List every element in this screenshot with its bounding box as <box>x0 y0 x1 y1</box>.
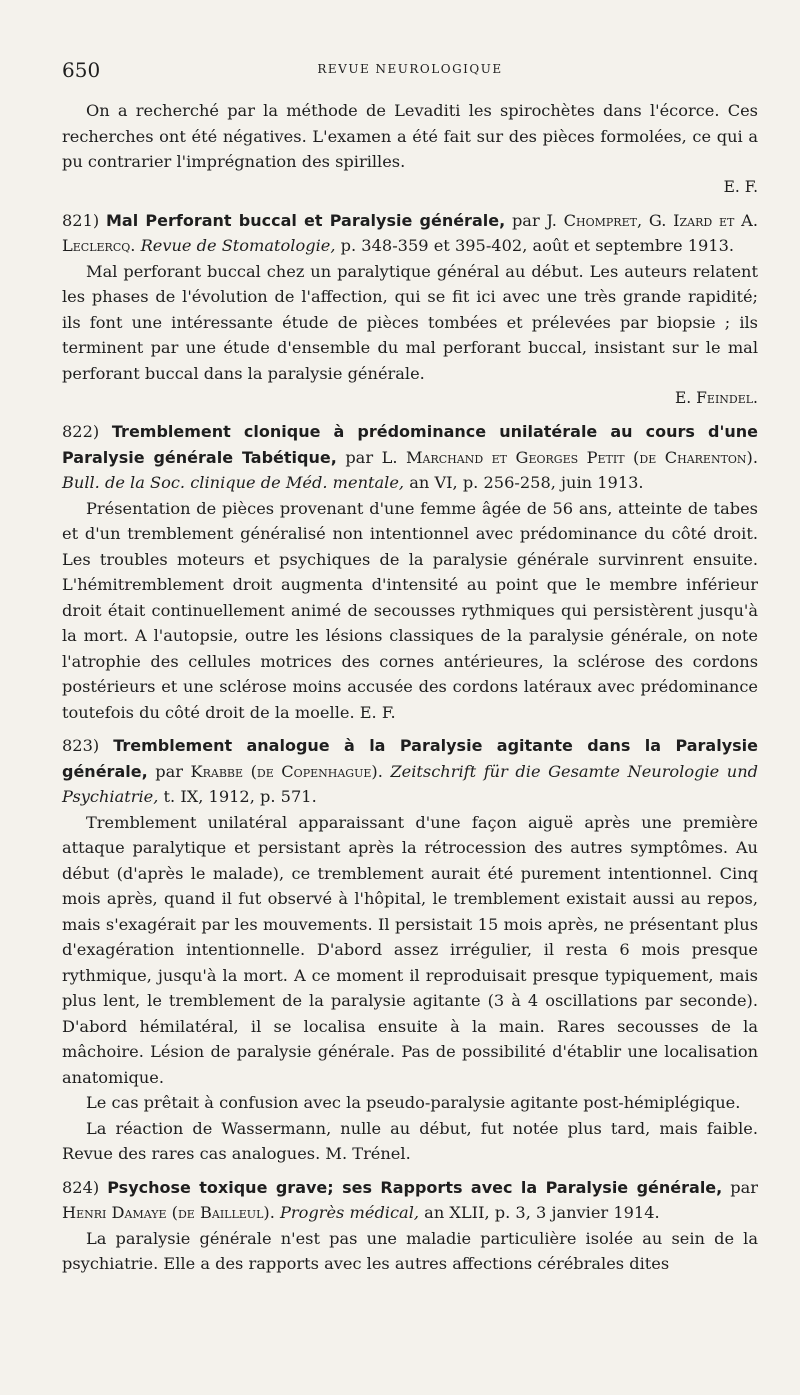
entry-paragraph: Présentation de pièces provenant d'une femme âgée de 56 ans, atteinte de tabes et d'un tremblement généralisé non intentionnel avec prédominance du côté droit. Les troubles moteurs et psychiques de la paralysie générale survinrent ensuite. L'hémitremblement droit augmenta d'intensité au point que le membre inférieur droit était continuellement animé de secousses rythmiques qui persistèrent jusqu'à la mort. A l'autopsie, outre les lésions classiques de la paralysie générale, on note l'atrophie des cellules motrices des cornes antérieures, la sclérose des cordons postérieurs et une sclérose moins accusée des cordons latéraux avec prédominance toutefois du côté droit de la moelle. E. F. <box>62 498 758 722</box>
entry-details: an XLII, p. 3, 3 janvier 1914. <box>419 1203 660 1222</box>
entry-paragraph: La paralysie générale n'est pas une maladie particulière isolée au sein de la psychiatrie. Elle a des rapports avec les autres affections cérébrales dites <box>62 1228 758 1273</box>
entry-authors: L. Marchand et Georges Petit (de Charenton). <box>381 447 759 467</box>
entry-title: Tremblement clonique à prédominance unilatérale au cours d'une Paralysie générale Tabétique, <box>62 422 758 467</box>
entry-details: t. IX, 1912, p. 571. <box>158 787 317 806</box>
entry-authors: J. Chompret, G. Izard et A. Leclercq. <box>62 210 758 255</box>
entry-823 <box>62 733 758 1167</box>
entry-824 <box>62 1175 758 1277</box>
entry-number: 824) <box>62 1177 100 1197</box>
entry-journal: Progrès médical, <box>280 1203 420 1222</box>
page <box>62 58 758 1277</box>
entry-paragraph: La réaction de Wassermann, nulle au début, fut notée plus tard, mais faible. Revue des rares cas analogues. M. Trénel. <box>62 1118 758 1163</box>
entry-authors: Henri Damaye (de Bailleul). <box>62 1203 275 1222</box>
entry-journal: Zeitschrift für die Gesamte Neurologie und Psychiatrie, <box>62 761 758 806</box>
entry-number: 823) <box>62 736 100 755</box>
entry-821 <box>62 208 758 412</box>
entry-by: par <box>147 761 191 781</box>
entry-details: p. 348-359 et 395-402, août et septembre 1913. <box>335 236 735 255</box>
entry-title: Psychose toxique grave; ses Rapports avec la Paralysie générale, <box>107 1177 723 1197</box>
entry-heading <box>62 208 758 259</box>
running-head <box>62 58 758 82</box>
page-number: 650 <box>62 58 101 82</box>
entry-number: 821) <box>62 210 100 230</box>
intro-signature: E. F. <box>723 177 758 196</box>
entry-authors: Krabbe (de Copenhague). <box>190 761 383 781</box>
entry-journal: Bull. de la Soc. clinique de Méd. mentale, <box>62 473 405 492</box>
entry-journal: Revue de Stomatologie, <box>140 236 336 255</box>
entry-heading <box>62 733 758 810</box>
entry-by: par <box>336 447 382 467</box>
entry-signature: E. Feindel. <box>674 389 758 407</box>
entry-title: Mal Perforant buccal et Paralysie générale, <box>106 210 506 230</box>
entry-heading <box>62 419 758 496</box>
journal-title: REVUE NEUROLOGIQUE <box>317 62 503 76</box>
entry-title: Tremblement analogue à la Paralysie agitante dans la Paralysie générale, <box>62 736 759 781</box>
entry-by: par <box>722 1177 758 1197</box>
entry-822 <box>62 419 758 725</box>
intro-paragraph: On a recherché par la méthode de Levaditi les spirochètes dans l'écorce. Ces recherches ont été négatives. L'examen a été fait sur des pièces formolées, ce qui a pu contrarier l'imprégnation des spirilles. <box>62 101 758 171</box>
entry-by: par <box>505 210 547 230</box>
entry-details: an VI, p. 256-258, juin 1913. <box>404 473 644 492</box>
entry-number: 822) <box>62 422 100 441</box>
entry-paragraph: Le cas prêtait à confusion avec la pseudo-paralysie agitante post-hémiplégique. <box>86 1093 741 1112</box>
entry-heading <box>62 1175 758 1226</box>
entry-paragraph: Tremblement unilatéral apparaissant d'une façon aiguë après une première attaque paralytique et persistant après la rétrocession des autres symptômes. Au début (d'après le malade), ce tremblement aurait été purement intentionnel. Cinq mois après, quand il fut observé à l'hôpital, le tremblement existait aussi au repos, mais s'exagérait par les mouvements. Il persistait 15 mois après, ne présentant plus d'exagération intentionnelle. D'abord assez irrégulier, il resta 6 mois presque rythmique, jusqu'à la mort. A ce moment il reproduisait presque typiquement, mais plus lent, le tremblement de la paralysie agitante (3 à 4 oscillations par seconde). D'abord hémilatéral, il se localisa ensuite à la main. Rares secousses de la mâchoire. Lésion de paralysie générale. Pas de possibilité d'établir une localisation anatomique. <box>62 812 758 1087</box>
entry-paragraph: Mal perforant buccal chez un paralytique général au début. Les auteurs relatent les phases de l'évolution de l'affection, qui se fit ici avec une très grande rapidité; ils font une intéressante étude de pièces tombées et prélevées par biopsie ; ils terminent par une étude d'ensemble du mal perforant buccal, insistant sur le mal perforant buccal dans la paralysie générale. <box>62 261 758 383</box>
